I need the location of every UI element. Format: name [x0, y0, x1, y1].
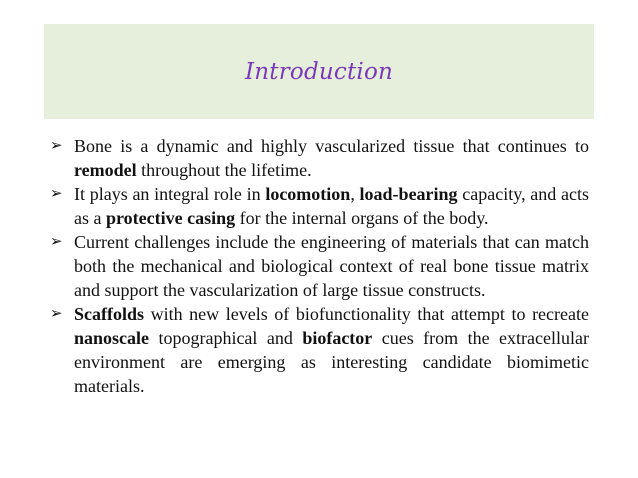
title-banner	[44, 24, 594, 119]
arrow-bullet-icon: ➢	[50, 234, 63, 250]
bullet-text: Bone is a dynamic and highly vascularized tissue that continues to	[74, 136, 589, 156]
bullet-item-1	[44, 134, 589, 182]
bullet-emphasis: remodel	[74, 160, 137, 180]
bullet-item-2	[44, 182, 589, 230]
bullet-text: topographical and	[149, 328, 303, 348]
bullet-text: capacity, and acts as a	[74, 184, 590, 228]
arrow-bullet-icon: ➢	[50, 306, 63, 322]
bullet-text: Current challenges include the engineering of materials that can match both the mechanical and biological context of real bone tissue matrix and support the vascularization of large tissue constructs.	[74, 232, 589, 300]
arrow-bullet-icon: ➢	[50, 138, 63, 154]
arrow-bullet-icon: ➢	[50, 186, 63, 202]
bullet-item-4	[44, 302, 589, 398]
bullet-emphasis: protective casing	[105, 208, 236, 228]
slide-title: Introduction	[244, 58, 394, 85]
bullet-text: cues from the extracellular environment are emerging as interesting candidate biomimetic materials.	[74, 328, 589, 396]
bullet-text: for the internal organs of the body.	[235, 208, 489, 228]
bullet-emphasis: load-bearing	[359, 184, 458, 204]
bullet-list	[44, 134, 589, 398]
bullet-emphasis: nanoscale	[74, 328, 150, 348]
bullet-emphasis: Scaffolds	[74, 304, 145, 324]
bullet-text: ,	[350, 184, 360, 204]
bullet-emphasis: biofactor	[302, 328, 373, 348]
bullet-emphasis: locomotion	[265, 184, 351, 204]
slide-body	[44, 134, 589, 398]
bullet-text: It plays an integral role in	[74, 184, 266, 204]
bullet-text: with new levels of biofunctionality that attempt to recreate	[144, 304, 589, 324]
bullet-text: throughout the lifetime.	[136, 160, 312, 180]
bullet-item-3	[44, 230, 589, 302]
